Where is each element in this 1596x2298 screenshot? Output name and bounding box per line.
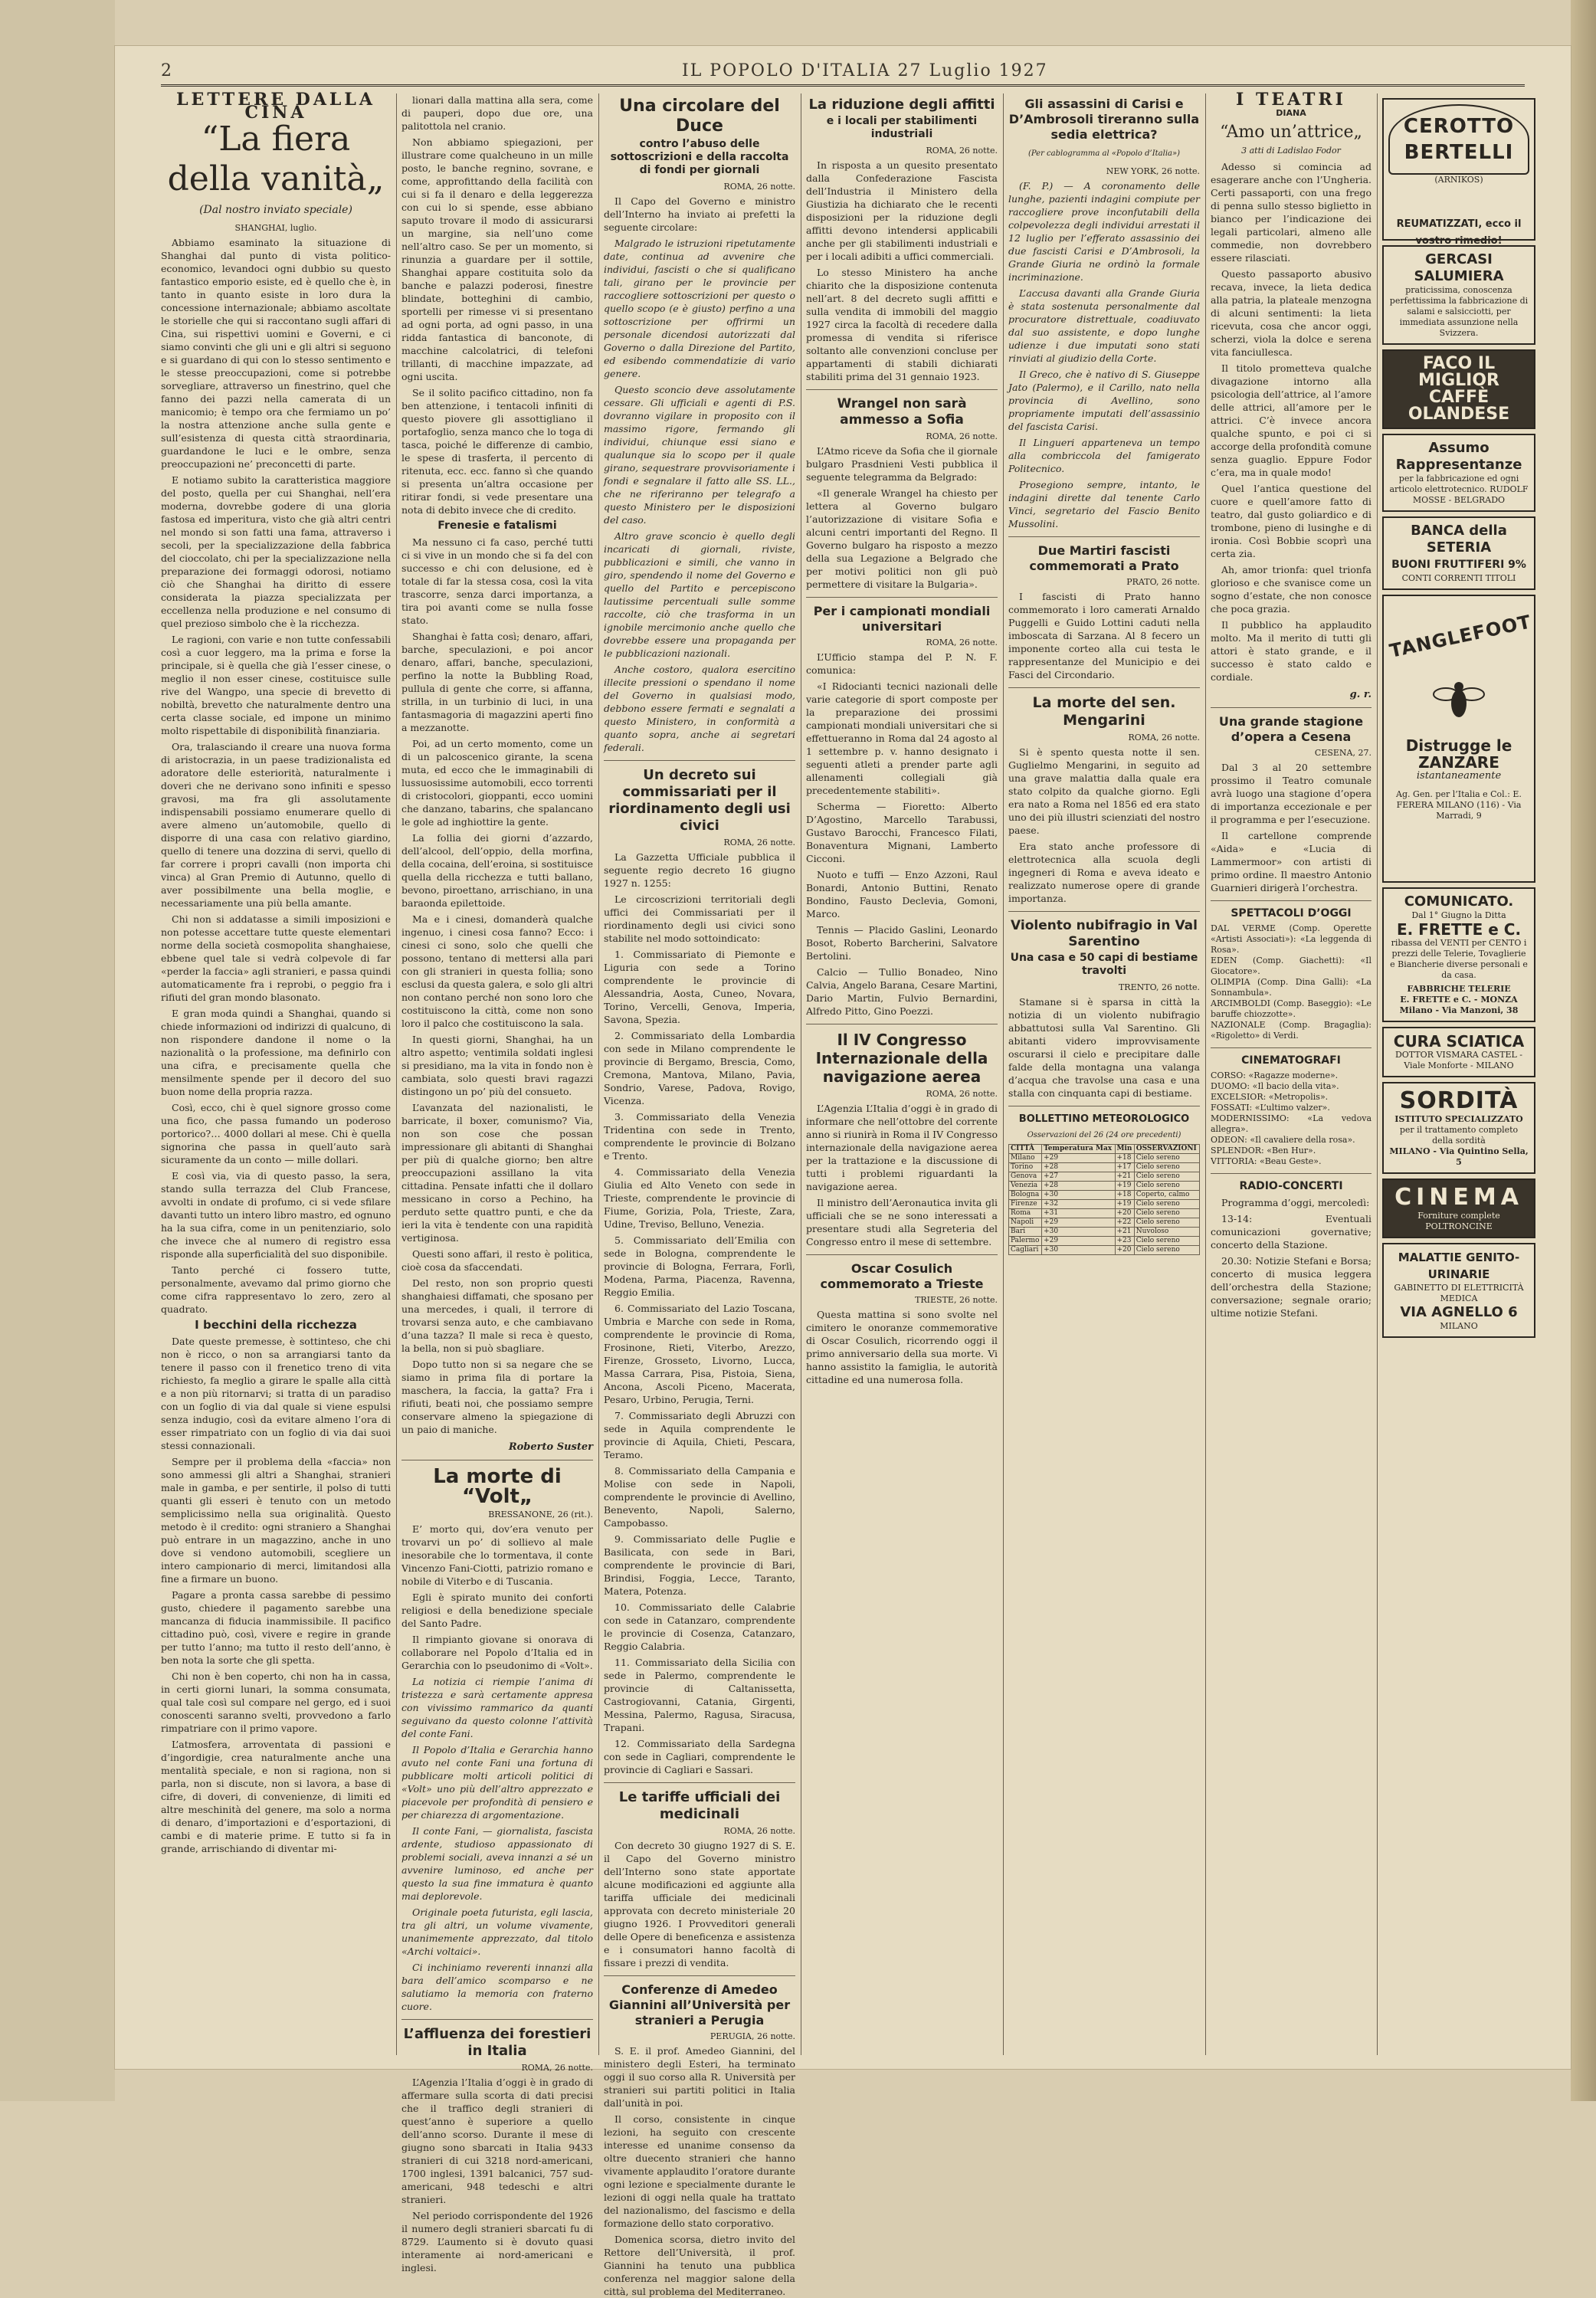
meteo-row: [1009, 1191, 1200, 1200]
ad-headline: TANGLEFOOT: [1388, 611, 1533, 662]
article-title: Una circolare del Duce: [619, 97, 780, 136]
paragraph: 6. Commissariato del Lazio Toscana, Umbria e Marche con sede in Roma, comprendente le provincie di Roma, Frosinone, Rieti, Viterbo, Arezzo, Firenze, Grosseto, Livorno, Lucca, Massa Carrara, Pisa, Pistoia, Siena, Ancona, Ascoli Piceno, Macerata, Pesaro, Urbino, Perugia, Terni.: [604, 1303, 795, 1405]
dateline: TRENTO, 26 notte.: [1118, 982, 1200, 992]
paragraph: «Il generale Wrangel ha chiesto per lettera al Governo bulgaro l’autorizzazione di visitare Sofia e alcuni centri importanti del Regno. Il Governo bulgaro ha risposto a mezzo della sua Legazione a Belgrado che per motivi politici non gli può permettere di visitare la Bulgaria».: [806, 487, 998, 590]
paragraph: Date queste premesse, è sottinteso, che chi non è ricco, o non sa arrangiarsi tanto da tenere il passo con il frenetico treno di vita richiesto, fa meglio a girare le spalle alla città e a non più ritornarvi; si tratta di un paradiso con un foglio di via dal quale si viene espulsi senza indugio, così da evitare almeno l’ora di esser rimpatriato con un foglio di via dai suoi stessi connazionali.: [161, 1336, 391, 1451]
divider: [604, 1782, 795, 1783]
paragraph: Il ministro dell’Aeronautica invita gli ufficiali che se ne sono interessati a presentare studi alla Segreteria del Congresso entro il mese di settembre.: [806, 1197, 998, 1247]
ad-text: Dal 1° Giugno la Ditta: [1411, 910, 1506, 920]
ad-text: per il trattamento completo della sordità: [1399, 1125, 1519, 1146]
meteo-cell: +17: [1115, 1163, 1134, 1172]
meteo-subtitle: Osservazioni del 26 (24 ore precedenti): [1027, 1131, 1181, 1139]
ad-faco: [1382, 349, 1535, 429]
paragraph: L’accusa davanti alla Grande Giuria è stata sostenuta personalmente dal procuratore distrettuale, coadiuvato dal suo assistente, e dopo lunghe udienze i due imputati sono stati rinviati al giudizio della Corte.: [1008, 287, 1200, 364]
paragraph: 10. Commissariato delle Calabrie con sede in Catanzaro, comprendente le provincie di Cosenza, Catanzaro, Reggio Calabria.: [604, 1601, 795, 1652]
ad-text: Milano - Via Manzoni, 38: [1399, 1005, 1519, 1015]
paragraph: L’Agenzia l’Italia d’oggi è in grado di affermare sulla scorta di dati precisi che il traffico degli stranieri di quest’anno è superiore a quello dell’anno scorso. Durante il mese di giugno sono sbarcati in Italia 9433 stranieri di cui 3218 nord-americani, 1700 inglesi, 1391 balcanici, 757 sud-americani, 948 tedeschi e altri stranieri.: [401, 2077, 593, 2205]
paragraph: Il Popolo d’Italia e Gerarchia hanno avuto nel conte Fani una fortuna di pubblicare molti articoli politici di «Volt» uno più dell’altro apprezzato e piacevole per profondità di pensiero e per chiarezza di argomentazione.: [401, 1744, 593, 1821]
paragraph: Questa mattina si sono svolte nel cimitero le onoranze commemorative di Oscar Cosulich, ricorrendo oggi il primo anniversario della sua morte. Vi hanno assistito la famiglia, le autorità cittadine ed una numerosa folla.: [806, 1309, 998, 1385]
dateline: ROMA, 26 notte.: [926, 638, 998, 647]
newspaper-page: [115, 46, 1571, 2297]
article-title: Una grande stagione d’opera a Cesena: [1218, 714, 1364, 744]
ad-text: FABBRICHE TELERIE: [1407, 984, 1511, 994]
dateline: BRESSANONE, 26 (rit.).: [488, 1510, 593, 1519]
paragraph: Altro grave sconcio è quello degli incaricati di giornali, riviste, pubblicazioni e simili, che vanno in giro, spendendo il nome del Governo e quello del Partito e percepiscono lautissime percentuali sulle somme raccolte, ciò che trasforma in un ignobile mercimonio anche quello che dovrebbe essere una propaganda per le pubblicazioni nazionali.: [604, 530, 795, 659]
dateline: ROMA, 26 notte.: [723, 182, 795, 192]
dateline: PERUGIA, 26 notte.: [710, 2031, 795, 2041]
column-5: [1008, 93, 1200, 2055]
ad-headline: Assumo Rappresentanze: [1395, 440, 1522, 473]
meteo-cell: Bari: [1009, 1228, 1042, 1237]
paragraph: Le ragioni, con varie e non tutte confessabili così a cuor leggero, ma la prima e forse la principale, si è quella che già l’esser cinese, o meglio il non esser cinese, costituisce sulle rive del Wangpo, una specie di brevetto di nobiltà, brevetto che naturalmente dentro una certa classe sociale, ed impone un minimo molto rispettabile di disponibilità finanziaria.: [161, 634, 391, 736]
ad-headline: GERCASI SALUMIERA: [1414, 251, 1504, 284]
ad-headline: COMUNICATO.: [1404, 893, 1514, 910]
paragraph: In risposta a un quesito presentato dalla Confederazione Fascista dell’Industria il Ministero della Giustizia ha dichiarato che le recenti disposizioni per la riduzione degli affitti devono intendersi applicabili anche per gli stabilimenti industriali e per i locali adibiti a uffici commerciali.: [806, 159, 998, 262]
meteo-cell: Cielo sereno: [1134, 1209, 1199, 1218]
dateline: ROMA, 26 notte.: [1128, 733, 1200, 743]
meteo-cell: +20: [1115, 1209, 1134, 1218]
article-title: Il IV Congresso Internazionale della navigazione aerea: [815, 1031, 988, 1086]
paragraph: L’atmosfera, arroventata di passioni e d’ingordigie, crea naturalmente anche una mentalità speciale, e non si ragiona, non si parla, non si discute, non si lavora, a base di cifre, di doveri, di convenienze, di limiti ed altre meschinità del genere, ma solo a norma di denaro, d’importazioni e d’esportazioni, di cambi e di materie prime. E tutto si fa in grande, arrischiando di diventar mi-: [161, 1739, 391, 1854]
meteo-cell: +23: [1115, 1237, 1134, 1246]
ad-malattie: [1382, 1243, 1535, 1338]
paragraph: Il conte Fani, — giornalista, fascista ardente, studioso appassionato di problemi sociali, aveva innanzi a sé un avvenire luminoso, ed anche per questo la sua fine immatura è quanto mai deplorevole.: [401, 1825, 593, 1902]
cinema-item: DUOMO: «Il bacio della vita».: [1211, 1081, 1339, 1091]
meteo-cell: Cielo sereno: [1134, 1163, 1199, 1172]
paragraph: Se il solito pacifico cittadino, non fa ben attenzione, i tentacoli infiniti di questo piovere gli assottigliano il portafoglio, senza manco che lo toga di tasca, poiché le differenze di cambio, le spese di trasferta, il percento di ritenuta, ecc. ecc. fanno sì che quando si presenta un’altra occasione per ritirar fondi, si vede presentare una nota di debito invece che di credito.: [401, 387, 593, 516]
dateline: PRATO, 26 notte.: [1126, 577, 1200, 587]
paragraph: «I Ridocianti tecnici nazionali delle varie categorie di sport composte per la preparazione dei prossimi campionati mondiali universitari che si effettueranno in Roma dal 24 agosto al 1 settembre p. v. hanno designato i seguenti atleti a prender parte agli allenamenti collegiali già precedentemente stabiliti».: [806, 680, 998, 796]
paragraph: Si è spento questa notte il sen. Guglielmo Mengarini, in seguito ad una grave malattia dalla quale era stato colpito da qualche giorno. Egli era nato a Roma nel 1856 ed era stato uno dei più illustri scienziati del nostro paese.: [1008, 746, 1200, 836]
section-kicker: LETTERE DALLA CINA: [176, 90, 375, 123]
article-title: Gli assassini di Carisi e D’Ambrosoli tireranno sulla sedia elettrica?: [1008, 97, 1200, 142]
ad-headline: SORDITÀ: [1399, 1087, 1519, 1114]
paragraph: Era stato anche professore di elettrotecnica alla scuola degli ingegneri di Roma e aveva ideato e realizzato numerose opere di grande importanza.: [1008, 841, 1200, 904]
divider: [1008, 687, 1200, 688]
paragraph: 2. Commissariato della Lombardia con sede in Milano comprendente le provincie di Bergamo, Brescia, Como, Cremona, Mantova, Milano, Pavia, Sondrio, Varese, Padova, Rovigo, Vicenza.: [604, 1030, 795, 1106]
paragraph: Quel l’antica questione del cuore e quell’amore fatto di teatro, dal gusto goliardico e di trombone, pieno di lusinghe e di ironia. Così Bobbie scoprì una certa zia.: [1211, 483, 1372, 559]
ad-text: BUONI FRUTTIFERI 9%: [1391, 559, 1526, 571]
paragraph: Del resto, non son proprio questi shanghaiesi diffamati, che sposano per una mercedes, i quali, il terrore di trovarsi senza auto, e che cambiavano d’una tazza? Il male si reca è questo, la bella, non si può sbagliare.: [401, 1277, 593, 1354]
meteo-cell: +32: [1042, 1200, 1115, 1209]
divider: [806, 1254, 998, 1255]
byline: (Dal nostro inviato speciale): [199, 204, 352, 216]
paragraph: Questo sconcio deve assolutamente cessare. Gli ufficiali e agenti di P.S. dovranno vigilare in proposito con il massimo rigore, fermando gli individui, chiunque essi siano e qualunque sia lo scopo per il quale girano, sequestrare provvisoriamente i fondi e segnalare il fatto alle SS. LL., che ne riferiranno per telegrafo a questo Ministero per le disposizioni del caso.: [604, 384, 795, 526]
meteo-cell: Bologna: [1009, 1191, 1042, 1200]
meteo-cell: +22: [1115, 1218, 1134, 1228]
meteo-cell: Cielo sereno: [1134, 1200, 1199, 1209]
ad-tanglefoot: [1382, 595, 1535, 883]
paragraph: E gran moda quindi a Shanghai, quando si chiede informazioni od indirizzi di qualcuno, di non rispondere dandone il nome o la nazionalità o la professione, ma definirlo con una cifra, e precisamente quella che mensilmente spende per il decoro del suo buon nome della propria razza.: [161, 1008, 391, 1097]
meteo-header-row: [1009, 1145, 1200, 1154]
meteo-cell: +19: [1115, 1200, 1134, 1209]
cinema-item: VITTORIA: «Beau Geste».: [1211, 1156, 1322, 1166]
meteo-cell: +30: [1042, 1246, 1115, 1255]
article-title: Wrangel non sarà ammesso a Sofia: [837, 396, 967, 428]
meteo-header: Min: [1115, 1145, 1134, 1154]
ad-text: MILANO - Via Quintino Sella, 5: [1389, 1146, 1529, 1167]
masthead-title: IL POPOLO D'ITALIA 27 Luglio 1927: [682, 61, 1048, 80]
article-title: “Amo un’attrice„: [1220, 123, 1362, 142]
meteo-cell: +30: [1042, 1228, 1115, 1237]
ad-text: MILANO: [1440, 1321, 1478, 1331]
paragraph: L’Ufficio stampa del P. N. F. comunica:: [806, 651, 998, 676]
article-subtitle: (Per cablogramma al «Popolo d’Italia»): [1028, 149, 1180, 158]
signature: Roberto Suster: [508, 1441, 593, 1453]
divider: [1211, 1047, 1372, 1048]
section-kicker: I TEATRI: [1236, 90, 1346, 110]
paragraph: L’avanzata del nazionalisti, le barricate, il boxer, comunismo? Via, non son cose che possan impressionare gli abitanti di Shanghai per più di qualche giorno; ben altre preoccupazioni assillano la vita cittadina. Pensate infatti che il dollaro messicano in corso a Pechino, ha perduto sette quattro punti, e che da ieri la vita è tendente con una rapidità vertiginosa.: [401, 1102, 593, 1244]
meteo-cell: Roma: [1009, 1209, 1042, 1218]
paragraph: Domenica scorsa, dietro invito del Rettore dell’Università, il prof. Giannini ha tenuto una pubblica conferenza nel maggior salone della città, sul problema del Mediterraneo.: [604, 2234, 795, 2297]
cinema-item: SPLENDOR: «Ben Hur».: [1211, 1146, 1316, 1156]
paragraph: 12. Commissariato della Sardegna con sede in Cagliari, comprendente le provincie di Cagliari e Sassari.: [604, 1738, 795, 1775]
divider: [806, 597, 998, 598]
meteo-cell: +18: [1115, 1191, 1134, 1200]
dateline: ROMA, 26 notte.: [723, 1826, 795, 1836]
ad-banca-seteria: [1382, 516, 1535, 590]
paragraph: Nel periodo corrispondente del 1926 il numero degli stranieri sbarcati fu di 8729. L’aumento si è dovuto quasi interamente ai nord-americani e inglesi.: [401, 2210, 593, 2273]
paragraph: Sempre per il problema della «faccia» non sono ammessi gli altri a Shanghai, stranieri male in gamba, e per sentirle, il polso di tutti quanti gli esseri è tenuto con un metodo semplicissimo nella sua originalità. Questo metodo è il credito: ogni straniero a Shanghai può entrare in un magazzino, anche in uno dove si vendono automobili, scegliere un intero campionario di merci, limitandosi alla fine a firmare un buono.: [161, 1456, 391, 1585]
paragraph: Tennis — Placido Gaslini, Leonardo Bosot, Roberto Barcherini, Salvatore Bertolini.: [806, 924, 998, 962]
meteo-cell: Napoli: [1009, 1218, 1042, 1228]
signature: g. r.: [1349, 689, 1372, 700]
paragraph: Malgrado le istruzioni ripetutamente date, continua ad avvenire che individui, fascisti o che si qualificano tali, girano per le provincie per raccogliere sottoscrizioni per questo o quello scopo (e è giusto) perfino a una sottoscrizione per offrirmi un personale dicendosi autorizzati dal Governo o dalla Direzione del Partito, ed esibendo commendatizie di vario genere.: [604, 238, 795, 379]
column-rule: [1205, 93, 1206, 2055]
subheading: I becchini della ricchezza: [195, 1318, 357, 1332]
ad-rappresentanze: [1382, 434, 1535, 512]
article-title: La riduzione degli affitti: [808, 97, 995, 113]
paragraph: Dal 3 al 20 settembre prossimo il Teatro comunale avrà luogo una stagione d’opera di importanza eccezionale e per il programma e per l’esecuzione.: [1211, 762, 1372, 825]
paragraph: Il rimpianto giovane si onorava di collaborare nel Popolo d’Italia ed in Gerarchia con lo pseudonimo di «Volt».: [401, 1634, 593, 1671]
ad-headline: FACO IL MIGLIOR CAFFÈ OLANDESE: [1408, 354, 1510, 424]
ad-text: REUMATIZZATI, ecco il vostro rimedio!: [1396, 218, 1522, 247]
paragraph: Non abbiamo spiegazioni, per illustrare come qualcheuno in un mille posto, le banche regnino, sovrane, e come, approfittando della facilità con cui si fa il denaro e della leggerezza con cui lo si spende, esse abbiano saputo trovare il modo di assicurarsi un margine, sia nell’uno come nell’altro caso. Se per un momento, si rinunzia a guardare per il sottile, Shanghai appare costituita solo da banche e palazzi poderosi, finestre blindate, botteghini di cambio, sportelli per rimesse vi si presentano ad ogni porta, ad ogni passo, in una ridda fantastica di banconote, di macchine calcolatrici, di telefoni trillanti, di macchine impazzate, ad ogni uscita.: [401, 136, 593, 382]
ad-text: GABINETTO DI ELETTRICITÀ MEDICA: [1394, 1283, 1524, 1303]
cinema-item: CORSO: «Ragazze moderne».: [1211, 1070, 1339, 1080]
article-title: La morte di “Volt„: [433, 1465, 562, 1508]
ad-text: CONTI CORRENTI TITOLI: [1401, 573, 1516, 583]
article-title: La morte del sen. Mengarini: [1032, 694, 1176, 729]
article-title: L’affluenza dei forestieri in Italia: [403, 2026, 592, 2059]
dateline: ROMA, 26 notte.: [521, 2063, 593, 2073]
meteo-row: [1009, 1182, 1200, 1191]
spettacolo-item: DAL VERME (Comp. Operette «Artisti Associati»): «La leggenda di Rosa».: [1211, 923, 1372, 955]
dateline: NEW YORK, 26 notte.: [1106, 166, 1200, 176]
paragraph: Pagare a pronta cassa sarebbe di pessimo gusto, chiedere il pagamento sarebbe una mancanza di fiducia inammissibile. Il pacifico cittadino può, così, vivere e regire in grande per tutto l’anno; ma tutto il resto dell’anno, è ben nota la sorte che gli spetta.: [161, 1589, 391, 1666]
spettacolo-item: NAZIONALE (Comp. Bragaglia): «Rigoletto» di Verdi.: [1211, 1020, 1372, 1041]
meteo-cell: Cielo sereno: [1134, 1172, 1199, 1182]
paragraph: La notizia ci riempie l’anima di tristezza e sarà certamente appresa con vivissimo rammarico da quanti seguivano da questo colonne l’attività del conte Fani.: [401, 1676, 593, 1739]
paragraph: L’Agenzia L’Italia d’oggi è in grado di informare che nell’ottobre del corrente anno si riunirà in Roma il IV Congresso internazionale della navigazione aerea per la trattazione e la discussione di tutti i problemi riguardanti la navigazione aerea.: [806, 1103, 998, 1192]
section-heading: SPETTACOLI D’OGGI: [1231, 907, 1352, 920]
divider: [806, 389, 998, 390]
paragraph: (F. P.) — A coronamento delle lunghe, pazienti indagini compiute per raccogliere prove inconfutabili della colpevolezza degli individui arrestati il 12 luglio per l’efferato assassinio dei due fascisti Carisi e D’Ambrosoli, la Grande Giuria ne ordinò la formale incriminazione.: [1008, 180, 1200, 283]
spettacolo-item: OLIMPIA (Comp. Dina Galli): «La Sonnambula».: [1211, 977, 1372, 998]
article-title: Un decreto sui commissariati per il riordinamento degli usi civici: [608, 767, 791, 834]
ad-text: ribassa del VENTI per CENTO i prezzi delle Telerie, Tovaglierie e Biancherie diverse personali e da casa.: [1390, 938, 1528, 980]
meteo-cell: +28: [1042, 1182, 1115, 1191]
fly-icon: [1424, 665, 1493, 734]
paragraph: 3. Commissariato della Venezia Tridentina con sede in Trento, comprendente le provincie di Bolzano e Trento.: [604, 1111, 795, 1162]
meteo-header: CITTÀ: [1009, 1145, 1042, 1154]
dateline: SHANGHAI, luglio.: [234, 223, 317, 233]
meteo-cell: +20: [1115, 1246, 1134, 1255]
article-subtitle: contro l’abuso delle sottoscrizioni e della raccolta di fondi per giornali: [610, 138, 789, 176]
meteo-header: Temperatura Max: [1042, 1145, 1115, 1154]
meteo-body: [1009, 1154, 1200, 1255]
ad-headline: MALATTIE GENITO-URINARIE: [1398, 1251, 1520, 1281]
theatre-name: DIANA: [1276, 108, 1306, 118]
paragraph: Scherma — Fioretto: Alberto D’Agostino, Marcello Tarabussi, Gustavo Barocchi, Francesco Filati, Bonaventura Mignani, Lamberto Cicconi.: [806, 801, 998, 864]
dateline: ROMA, 26 notte.: [723, 838, 795, 847]
ad-text: Ag. Gen. per l’Italia e Col.: E. FERERA MILANO (116) - Via Marradi, 9: [1396, 789, 1522, 821]
paragraph: Il Capo del Governo e ministro dell’Interno ha inviato ai prefetti la seguente circolare:: [604, 195, 795, 233]
ad-text: Distrugge le ZANZARE: [1405, 736, 1512, 772]
paragraph: Abbiamo esaminato la situazione di Shanghai dal punto di vista politico-economico, levandoci ogni dubbio su questo fantastico emporio esiste, ed è quello che è, in tanto in quanto esiste in loro dura la concessione internazionale; abbiamo ascoltate le storielle che qui si raccontano sugli affari di Cina, sui rispettivi uomini e Governi, e ci siamo convinti che gli uni e gli altri si seguono e si guardano di qui con lo stesso sentimento e le stesse preoccupazioni, come si potrebbe sorvegliare, attraverso un finestrino, quel che fanno dei pazzi nella camerata di un manicomio; è tempo ora che fermiamo un po’ la nostra attenzione anche sulla gente e sull’esistenza di questa città straordinaria, guardandone le luci e le ombre, senza preoccupazioni ne’ preconcetti di parte.: [161, 237, 391, 470]
meteo-row: [1009, 1246, 1200, 1255]
meteo-cell: Cielo sereno: [1134, 1246, 1199, 1255]
paragraph: Questi sono affari, il resto è politica, cioè cosa da sfaccendati.: [401, 1248, 593, 1273]
paragraph: Egli è spirato munito dei conforti religiosi e della benedizione speciale del Santo Padre.: [401, 1592, 593, 1629]
spettacolo-item: ARCIMBOLDI (Comp. Baseggio): «Le baruffe chiozzotte».: [1211, 998, 1372, 1019]
paragraph: Calcio — Tullio Bonadeo, Nino Calvia, Angelo Barana, Cesare Martini, Dario Martin, Fulvio Bernardini, Alfredo Pitto, Gino Poezzi.: [806, 966, 998, 1017]
meteo-cell: Palermo: [1009, 1237, 1042, 1246]
meteo-row: [1009, 1237, 1200, 1246]
paragraph: Con decreto 30 giugno 1927 di S. E. il Capo del Governo ministro dell’Interno sono state apportate alcune modificazioni ed aggiunte alla tariffa ufficiale dei medicinali approvata con decreto ministeriale 20 giugno 1926. I Provveditori generali delle Opere di beneficenza e assistenza e i consumatori hanno facoltà di fissare i prezzi di vendita.: [604, 1840, 795, 1969]
paragraph: Ma e i cinesi, domanderà qualche ingenuo, i cinesi cosa fanno? Ecco: i cinesi ci sono, solo che quelli che possono, tentano di mettersi alla pari con gli stranieri in questa follia; sono esclusi da questa galera, e solo gli altri non contano perché non sono loro che costituiscono la città, come non sono loro il palco che costituiscono la sala.: [401, 913, 593, 1029]
meteo-cell: Torino: [1009, 1163, 1042, 1172]
paragraph: Anche costoro, qualora esercitino illecite pressioni o spendano il nome del Governo in qualsiasi modo, debbono essere fermati e segnalati a questo Ministero, in conformità a quanto sopra, anche ai segretari federali.: [604, 664, 795, 753]
spettacolo-item: EDEN (Comp. Giachetti): «Il Giocatore».: [1211, 956, 1372, 976]
paragraph: 4. Commissariato della Venezia Giulia ed Alto Veneto con sede in Trieste, comprendente le provincie di Fiume, Gorizia, Pola, Trieste, Zara, Udine, Treviso, Belluno, Venezia.: [604, 1166, 795, 1230]
meteo-cell: Venezia: [1009, 1182, 1042, 1191]
meteo-cell: Cielo sereno: [1134, 1182, 1199, 1191]
meteo-cell: +31: [1042, 1209, 1115, 1218]
meteo-cell: Firenze: [1009, 1200, 1042, 1209]
paragraph: In questi giorni, Shanghai, ha un altro aspetto; ventimila soldati inglesi si presidiano, ma la vita in fondo non è cambiata, solo questi bravi ragazzi distingono un po’ più del consueto.: [401, 1034, 593, 1097]
paragraph: 20.30: Notizie Stefani e Borsa; concerto di musica leggera dell’orchestra della Stazione; conversazione; segnale orario; ultime notizie Stefani.: [1211, 1255, 1372, 1319]
paragraph: S. E. il prof. Amedeo Giannini, del ministero degli Esteri, ha terminato oggi il suo corso alla R. Università per stranieri sui partiti politici in Italia dall’unità in poi.: [604, 2045, 795, 2109]
ad-text: E. FRETTE e C. - MONZA: [1400, 995, 1518, 1005]
paragraph: Il cartellone comprende «Aida» e «Lucia di Lammermoor» con artisti di primo ordine. Il maestro Antonio Guarnieri dirigerà l’orchestra.: [1211, 830, 1372, 893]
divider: [604, 760, 795, 761]
ad-headline: CEROTTO BERTELLI: [1388, 104, 1529, 175]
divider: [1008, 911, 1200, 912]
paragraph: 13-14: Eventuali comunicazioni governative; concerto della Stazione.: [1211, 1213, 1372, 1251]
meteo-row: [1009, 1172, 1200, 1182]
meteo-header: OSSERVAZIONI: [1134, 1145, 1199, 1154]
column-3: [604, 93, 795, 2297]
column-rule: [1377, 93, 1378, 2055]
meteo-table: [1008, 1144, 1200, 1255]
dateline: ROMA, 26 notte.: [926, 431, 998, 441]
divider: [604, 1975, 795, 1976]
paragraph: 5. Commissariato dell’Emilia con sede in Bologna, comprendente le provincie di Bologna, Ferrara, Forlì, Modena, Parma, Piacenza, Ravenna, Reggio Emilia.: [604, 1234, 795, 1298]
ad-text: Forniture complete POLTRONCINE: [1417, 1211, 1500, 1231]
paragraph: Il titolo prometteva qualche divagazione intorno alla psicologia dell’attrice, al l’amore delle attrici, all’amore per le attrici. C’è invece ancora qualche spunto, e poi ci si accorge della profondità comune senza guaglio. Eppure Fodor c’era, ma in quale modo!: [1211, 362, 1372, 478]
divider: [1211, 1173, 1372, 1174]
cinema-item: FOSSATI: «L’ultimo valzer».: [1211, 1103, 1330, 1113]
ad-sordita: [1382, 1082, 1535, 1174]
article-subtitle: 3 atti di Ladislao Fodor: [1241, 146, 1341, 156]
meteo-row: [1009, 1228, 1200, 1237]
ad-headline: CURA SCIATICA: [1393, 1032, 1525, 1051]
meteo-cell: Cielo sereno: [1134, 1218, 1199, 1228]
paragraph: Prosegiono sempre, intanto, le indagini dirette dal tenente Carlo Vinci, segretario del Fascio Benito Mussolini.: [1008, 479, 1200, 529]
ad-cinema: [1382, 1179, 1535, 1238]
paragraph: Chi non è ben coperto, chi non ha in cassa, in certi giorni lunari, la somma consumata, qual tale così sul compare nel gergo, ed i suoi conoscenti saranno svelti, provvedono a farlo rimpatriare con il primo vapore.: [161, 1670, 391, 1734]
article-title: “La fiera della vanità„: [167, 120, 385, 198]
meteo-cell: Coperto, calmo: [1134, 1191, 1199, 1200]
ad-cerotto-bertelli: [1382, 98, 1535, 247]
paragraph: 7. Commissariato degli Abruzzi con sede in Aquila comprendente le provincie di Aquila, Chieti, Pescara, Teramo.: [604, 1410, 795, 1460]
scan-margin-left: [0, 0, 115, 2101]
paragraph: Il pubblico ha applaudito molto. Ma il merito di tutti gli attori è stato grande, e il successo è stato caldo e cordiale.: [1211, 619, 1372, 683]
paragraph: Nuoto e tuffi — Enzo Azzoni, Raul Bonardi, Antonio Buttini, Renato Bondino, Fausto Declevia, Gomoni, Marco.: [806, 869, 998, 920]
ad-text: E. FRETTE e C.: [1396, 920, 1522, 939]
ad-headline: CINEMA: [1394, 1184, 1523, 1211]
paragraph: E’ morto qui, dov’era venuto per trovarvi un po’ di sollievo al male inesorabile che lo tormentava, il conte Vincenzo Fani-Ciotti, patrizio romano e nobile di Viterbo e di Tuscania.: [401, 1523, 593, 1587]
paragraph: Dopo tutto non si sa negare che se siamo in prima fila di portare la maschera, la faccia, la gatta? Fra i rifiuti, beati noi, che possiamo sempre conservare almeno la spiegazione di un paio di maniche.: [401, 1359, 593, 1435]
dateline: CESENA, 27.: [1314, 748, 1372, 758]
meteo-row: [1009, 1200, 1200, 1209]
meteo-cell: Cagliari: [1009, 1246, 1042, 1255]
meteo-cell: Cielo sereno: [1134, 1154, 1199, 1163]
article-title: Violento nubifragio in Val Sarentino: [1011, 918, 1198, 949]
dateline: ROMA, 26 notte.: [926, 146, 998, 156]
paragraph: Programma d’oggi, mercoledì:: [1221, 1197, 1370, 1208]
cinema-item: ODEON: «Il cavaliere della rosa».: [1211, 1135, 1355, 1145]
meteo-cell: Cielo sereno: [1134, 1237, 1199, 1246]
paragraph: Il Greco, che è nativo di S. Giuseppe Jato (Palermo), e il Carillo, nato nella provincia di Avellino, sono propriamente imputati dell’assassinio del fascista Carisi.: [1008, 369, 1200, 432]
ad-text: praticissima, conoscenza perfettissima la fabbricazione di salami e salsicciotti, per immediata assunzione nella Svizzera.: [1389, 285, 1529, 338]
column-ads: [1382, 93, 1535, 2055]
paragraph: Chi non si addatasse a simili imposizioni e non potesse accettare tutte queste elementari norme della società cosmopolita shanghaiese, ebbene quel tale si vedrà colpevole di far «perder la faccia» agli stranieri, e passa quindi automaticamente fra i reprobi, o peggio fra i rifiuti del gran mondo blasonato.: [161, 913, 391, 1003]
paragraph: Ci inchiniamo reverenti innanzi alla bara dell’amico scomparso e ne salutiamo la memoria con fraterno cuore.: [401, 1962, 593, 2012]
meteo-cell: +29: [1042, 1237, 1115, 1246]
paragraph: Shanghai è fatta così; denaro, affari, barche, speculazioni, e poi ancor denaro, affari, banche, speculazioni, perfino la notte la Bubbling Road, pullula di gente che corre, si affanna, strilla, in un turbinio di luci, in una fantasmagoria di magazzini aperti fino a mezzanotte.: [401, 631, 593, 733]
paragraph: Questo passaporto abusivo recava, invece, la lieta dedica alla patria, la plateale menzogna di alcuni sentimenti: la lieta ricevuta, cosa che ancor oggi, scherzi, viola la dolce e serena vita fanciullesca.: [1211, 268, 1372, 358]
paragraph: Lo stesso Ministero ha anche chiarito che la disposizione contenuta nell’art. 8 del decreto sugli affitti e sulla vendita di immobili del maggio 1927 circa la facoltà di recedere dalla promessa di vendita si riferisce soltanto alle convenzioni concluse per appartamenti di stabili dichiarati stabiliti prima del 31 gennaio 1923.: [806, 267, 998, 382]
section-heading: RADIO-CONCERTI: [1239, 1180, 1343, 1192]
meteo-title: BOLLETTINO METEOROLOGICO: [1018, 1113, 1190, 1125]
paragraph: Originale poeta futurista, egli lascia, tra gli altri, un volume vivamente, unanimemente apprezzato, dal titolo «Archi voltaici».: [401, 1906, 593, 1957]
paragraph: E così via, via di questo passo, la sera, stando sulla terrazza del Club Francese, avvolti in ondate di profumo, ci si vede sfilare davanti tutto un intero libro mastro, ed ognuno ha la sua cifra, come in un penitenziario, solo che invece che al numero di registro essa risponde alla superficialità del suo disponibile.: [161, 1170, 391, 1260]
meteo-cell: Genova: [1009, 1172, 1042, 1182]
meteo-row: [1009, 1209, 1200, 1218]
paragraph: La follia dei giorni d’azzardo, dell’alcool, dell’oppio, della morfina, della cocaina, dell’eroina, si sostituisce quella della ricchezza e tutti ballano, bevono, piroettano, arrischiano, in una baraonda epilettoide.: [401, 832, 593, 909]
meteo-cell: +18: [1115, 1154, 1134, 1163]
column-4: [806, 93, 998, 2055]
paragraph: Poi, ad un certo momento, come un di un palcoscenico girante, la scena muta, ed ecco che le immaginabili di lussuosissime automobili, ecco torrenti di cristocolori, gioppanti, ecco uomini che danzano, tabarins, che spalancano le gole ad inghiottire la gente.: [401, 738, 593, 828]
paragraph: Così, ecco, chi è quel signore grosso come una fico, che passa fumando un poderoso portorico?… 4000 dollari al mese. Chi è quella signorina che passa in quell’auto sarà sicuramente da un conto — mille dollari.: [161, 1102, 391, 1165]
paragraph: Stamane si è sparsa in città la notizia di un violento nubifragio abbattutosi sulla Val Sarentino. Gli abitanti videro improvvisamente oscurarsi il cielo e precipitare dalle falde della montagna una valanga d’acqua che travolse una casa e una stalla con cinquanta capi di bestiame.: [1008, 996, 1200, 1099]
cinema-item: EXCELSIOR: «Metropolis».: [1211, 1092, 1329, 1102]
meteo-cell: Milano: [1009, 1154, 1042, 1163]
meteo-row: [1009, 1163, 1200, 1172]
paragraph: 11. Commissariato della Sicilia con sede in Palermo, comprendente le provincie di Caltanissetta, Castrogiovanni, Catania, Girgenti, Messina, Palermo, Ragusa, Siracusa, Trapani.: [604, 1657, 795, 1733]
paragraph: lionari dalla mattina alla sera, come di pauperi, dopo due ore, una palitottola nel cranio.: [401, 94, 593, 132]
paragraph: L’Atmo riceve da Sofia che il giornale bulgaro Prasdnieni Vesti pubblica il seguente telegramma da Belgrado:: [806, 445, 998, 483]
scan-margin-right: [1571, 0, 1596, 2101]
masthead: [161, 61, 1525, 87]
ad-text: (ARNIKOS): [1434, 175, 1483, 185]
dateline: TRIESTE, 26 notte.: [915, 1295, 998, 1305]
article-title: Due Martiri fascisti commemorati a Prato: [1029, 543, 1179, 573]
meteo-row: [1009, 1154, 1200, 1163]
article-title: Le tariffe ufficiali dei medicinali: [618, 1789, 781, 1822]
divider: [1008, 536, 1200, 537]
meteo-cell: +29: [1042, 1218, 1115, 1228]
paragraph: 1. Commissariato di Piemonte e Liguria con sede a Torino comprendente le provincie di Alessandria, Aosta, Cuneo, Novara, Torino, Vercelli, Genova, Imperia, Savona, Spezia.: [604, 949, 795, 1025]
paragraph: Ma nessuno ci fa caso, perché tutti ci si vive in un mondo che si fa del con successo e chi con delusione, ed è totale di far la stessa cosa, così la vita trascorre, senza darci importanza, a tira poi avanti come se nulla fosse stato.: [401, 536, 593, 626]
divider: [401, 2019, 593, 2020]
article-title: Conferenze di Amedeo Giannini all’Università per stranieri a Perugia: [608, 1982, 791, 2028]
column-6: [1211, 90, 1372, 2055]
ad-text: istantaneamente: [1416, 770, 1502, 782]
paragraph: Ah, amor trionfa: quel trionfa glorioso e che svanisce come un sogno d’estate, che non conosce che poca grazia.: [1211, 564, 1372, 615]
ad-frette: [1382, 887, 1535, 1022]
column-rule: [598, 93, 599, 2055]
ad-headline: BANCA della SETERIA: [1411, 523, 1507, 556]
article-subtitle: Una casa e 50 capi di bestiame travolti: [1010, 952, 1198, 977]
meteo-cell: +21: [1115, 1172, 1134, 1182]
ad-text: ISTITUTO SPECIALIZZATO: [1394, 1114, 1523, 1124]
meteo-cell: +27: [1042, 1172, 1115, 1182]
article-subtitle: e i locali per stabilimenti industriali: [826, 115, 978, 140]
meteo-cell: +30: [1042, 1191, 1115, 1200]
paragraph: 8. Commissariato della Campania e Molise con sede in Napoli, comprendente le provincie di Avellino, Benevento, Napoli, Salerno, Campobasso.: [604, 1465, 795, 1529]
paragraph: Le circoscrizioni territoriali degli uffici dei Commissariati per il riordinamento degli usi civici sono stabilite nel modo sottoindicato:: [604, 893, 795, 944]
paragraph: Ora, tralasciando il creare una nuova forma di aristocrazia, in un paese tradizionalista ed adoratore delle esteriorità, naturalmente i doveri che ne derivano sono infiniti e spesso gravosi, ma fra gli assolutamente indispensabili possiamo enumerare quello di avere almeno un’automobile, quello di disporre di una casa con relativo giardino, quello di tenere una dozzina di servi, quello di far correre i propri cavalli (non importa chi vinca) al Gran Premio di Autunno, quello di aver possibilmente una bella moglie, e necessariamente una più bella amante.: [161, 741, 391, 909]
paragraph: E notiamo subito la caratteristica maggiore del posto, quella per cui Shanghai, nell’era moderna, dovrebbe godere di una gloria fastosa ed imperitura, visto che già altri centri nel mondo si son fatti una fama, attraverso i secoli, per la specializzazione della fabbrica del cioccolato, chi per la specializzazione nella preparazione dei formaggi odorosi, notiamo ciò che Shanghai ha diritto di essere considerata la piazza specializzata per eccellenza nella produzione e nel consumo di quel prezioso simbolo che è la ricchezza.: [161, 474, 391, 629]
meteo-cell: +19: [1115, 1182, 1134, 1191]
ad-text: DOTTOR VISMARA CASTEL - Viale Monforte - MILANO: [1394, 1050, 1523, 1070]
ad-salumiera: [1382, 245, 1535, 345]
paragraph: 9. Commissariato delle Puglie e Basilicata, con sede in Bari, comprendente le provincie di Bari, Brindisi, Foggia, Lecce, Taranto, Matera, Potenza.: [604, 1533, 795, 1597]
cinema-item: MODERNISSIMO: «La vedova allegra».: [1211, 1113, 1372, 1134]
column-rule: [1003, 93, 1004, 2055]
meteo-cell: +21: [1115, 1228, 1134, 1237]
article-title: Oscar Cosulich commemorato a Trieste: [820, 1261, 984, 1291]
article-title: Per i campionati mondiali universitari: [813, 604, 991, 634]
ad-text: per la fabbricazione ed ogni articolo elettrotecnico. RUDOLF MOSSE - BELGRADO: [1389, 474, 1529, 505]
column-rule: [396, 93, 397, 2055]
column-2: [401, 93, 593, 2273]
ad-text: VIA AGNELLO 6: [1400, 1304, 1518, 1320]
ad-cura-sciatica: [1382, 1027, 1535, 1077]
paragraph: Il corso, consistente in cinque lezioni, ha seguito con crescente interesse ed unanime consenso da oltre duecento stranieri che hanno vivamente applaudito l’oratore durante ogni lezione e specialmente durante le lezioni di oggi nella quale ha trattato del nazionalismo, del fascismo e della formazione dello stato corporativo.: [604, 2113, 795, 2229]
paragraph: La Gazzetta Ufficiale pubblica il seguente regio decreto 16 giugno 1927 n. 1255:: [604, 851, 795, 889]
divider: [1211, 707, 1372, 708]
paragraph: Adesso si comincia ad esagerare anche con l’Ungheria. Certi passaporti, con una frego di penna sullo stesso biglietto in bianco per l’indicazione dei legali particolari, almeno alle commedie, non dovrebbero essere rilasciati.: [1211, 161, 1372, 264]
meteo-cell: Nuvoloso: [1134, 1228, 1199, 1237]
meteo-cell: +28: [1042, 1163, 1115, 1172]
dateline: ROMA, 26 notte.: [926, 1089, 998, 1099]
divider: [1211, 900, 1372, 901]
section-heading: CINEMATOGRAFI: [1241, 1054, 1341, 1067]
column-1: [161, 90, 391, 2055]
paragraph: Tanto perché ci fossero tutte, personalmente, avevamo dal primo giorno che come cifra rappresentavo lo zero, zero al quadrato.: [161, 1264, 391, 1315]
meteo-cell: +29: [1042, 1154, 1115, 1163]
page-number: 2: [161, 61, 173, 80]
paragraph: I fascisti di Prato hanno commemorato i loro camerati Arnaldo Puggelli e Guido Lottini caduti nella imboscata di Sarzana. Al 8 fecero un imponente corteo alla cui testa le rappresentanze del Municipio e dei Fasci del Circondario.: [1008, 591, 1200, 680]
subheading: Frenesie e fatalismi: [438, 520, 557, 532]
paragraph: Il Lingueri apparteneva un tempo alla combriccola del famigerato Politecnico.: [1008, 437, 1200, 474]
meteo-row: [1009, 1218, 1200, 1228]
